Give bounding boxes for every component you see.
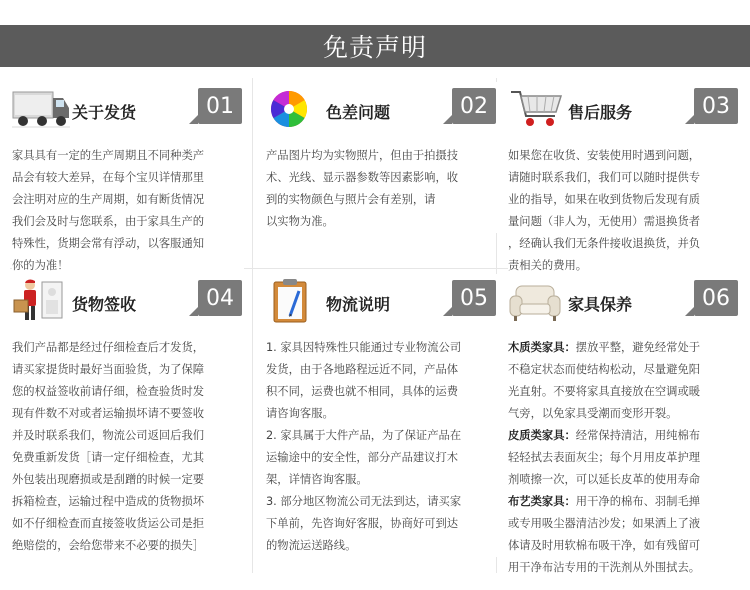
card-body <box>12 337 244 557</box>
card-heading: 关于发货 <box>72 103 137 122</box>
text-line: 不稳定状态而使结构松动，尽量避免阳 <box>508 363 701 376</box>
card-number-badge: 04 <box>198 280 242 316</box>
card-heading: 货物签收 <box>72 295 137 314</box>
text-line: 1. 家具因特殊性只能通过专业物流公司 <box>266 341 462 354</box>
page-title: 免责声明 <box>0 25 750 67</box>
text-line: 光直射。不要将家具直接放在空调或暖 <box>508 385 701 398</box>
text-line: 到的实物颜色与照片会有差别，请 <box>266 193 436 206</box>
section-text: 经常保持清洁，用纯棉布 <box>575 429 701 442</box>
text-line: 3. 部分地区物流公司无法到达，请买家 <box>266 495 462 508</box>
text-line: 如不仔细检查而直接签收货运公司是拒 <box>12 517 205 530</box>
card-body <box>266 337 498 557</box>
clipboard-icon <box>266 278 324 324</box>
delivery-person-icon <box>12 278 70 324</box>
text-line: 2. 家具属于大件产品，为了保证产品在 <box>266 429 462 442</box>
card-logistics <box>266 274 498 557</box>
text-line: 会注明对应的生产周期，如有断货情况 <box>12 193 205 206</box>
text-line: 品会有较大差异，在每个宝贝详情那里 <box>12 171 205 184</box>
text-line: 责相关的费用。 <box>508 259 588 272</box>
text-line: 并及时联系我们，物流公司返回后我们 <box>12 429 205 442</box>
text-line: 外包装出现磨损或是刮蹭的时候一定要 <box>12 473 205 486</box>
section-label-fabric: 布艺类家具： <box>508 495 576 508</box>
text-line: 你的为准！ <box>12 259 69 272</box>
text-line: 现有件数不对或者运输损坏请不要签收 <box>12 407 205 420</box>
text-line: 业的指导，如果在收到货物后发现有质 <box>508 193 701 206</box>
text-line: 下单前，先咨询好客服，协商好可到达 <box>266 517 459 530</box>
card-number-badge: 03 <box>694 88 738 124</box>
card-heading: 家具保养 <box>568 295 633 314</box>
text-line: 产品图片均为实物照片，但由于拍摄技 <box>266 149 459 162</box>
card-after-sales <box>508 82 740 277</box>
card-body <box>508 145 740 277</box>
section-label-leather: 皮质类家具： <box>508 429 576 442</box>
text-line: 架，详情咨询客服。 <box>266 473 368 486</box>
text-line: 免费重新发货［请一定仔细检查，尤其 <box>12 451 205 464</box>
text-line: 如果您在收货、安装使用时遇到问题， <box>508 149 701 162</box>
card-number-badge: 05 <box>452 280 496 316</box>
text-line: 运输途中的安全性，部分产品建议打木 <box>266 451 459 464</box>
card-number-badge: 02 <box>452 88 496 124</box>
text-line: 绝赔偿的，会给您带来不必要的损失］ <box>12 539 205 552</box>
card-heading: 物流说明 <box>326 295 391 314</box>
divider <box>252 78 253 573</box>
card-number-badge: 01 <box>198 88 242 124</box>
text-line: 您的权益签收前请仔细，检查验货时发 <box>12 385 205 398</box>
section-text: 摆放平整，避免经常处于 <box>575 341 701 354</box>
card-body <box>12 145 244 277</box>
text-line: 以实物为准。 <box>266 215 334 228</box>
text-line: 发货，由于各地路程远近不同，产品体 <box>266 363 459 376</box>
text-line: 的物流运送路线。 <box>266 539 357 552</box>
text-line: 气旁，以免家具受潮而变形开裂。 <box>508 407 678 420</box>
text-line: ，经确认我们无条件接收退换货，并负 <box>508 237 701 250</box>
shopping-cart-icon <box>508 86 566 132</box>
section-label-wood: 木质类家具： <box>508 341 576 354</box>
truck-icon <box>12 86 70 132</box>
card-color-difference <box>266 82 498 233</box>
text-line: 轻轻拭去表面灰尘；每个月用皮革护理 <box>508 451 701 464</box>
text-line: 我们产品都是经过仔细检查后才发货， <box>12 341 205 354</box>
text-line: 术、光线、显示器参数等因素影响，收 <box>266 171 459 184</box>
sofa-icon <box>508 278 566 324</box>
text-line: 剂喷擦一次，可以延长皮革的使用寿命 <box>508 473 701 486</box>
text-line: 请买家提货时最好当面验货，为了保障 <box>12 363 205 376</box>
card-receipt <box>12 274 244 557</box>
text-line: 家具具有一定的生产周期且不同种类产 <box>12 149 205 162</box>
card-body <box>266 145 498 233</box>
card-shipping <box>12 82 244 277</box>
text-line: 积不同，运费也就不相同，具体的运费 <box>266 385 459 398</box>
card-heading: 售后服务 <box>568 103 633 122</box>
text-line <box>508 425 740 447</box>
card-furniture-care <box>508 274 740 579</box>
text-line: 体请及时用软棉布吸干净，如有残留可 <box>508 539 701 552</box>
text-line: 或专用吸尘器清洁沙发；如果洒上了液 <box>508 517 701 530</box>
card-number-badge: 06 <box>694 280 738 316</box>
text-line: 请随时联系我们，我们可以随时提供专 <box>508 171 701 184</box>
text-line <box>508 491 740 513</box>
color-wheel-icon <box>266 86 324 132</box>
section-text: 用干净的棉布、羽制毛掸 <box>575 495 701 508</box>
text-line <box>508 337 740 359</box>
text-line: 量问题（非人为，无使用）需退换货者 <box>508 215 701 228</box>
text-line: 请咨询客服。 <box>266 407 334 420</box>
text-line: 用干净布沾专用的干洗剂从外围拭去。 <box>508 561 701 574</box>
text-line: 特殊性，货期会常有浮动，以客服通知 <box>12 237 205 250</box>
card-heading: 色差问题 <box>326 103 391 122</box>
text-line: 拆箱检查，运输过程中造成的货物损坏 <box>12 495 205 508</box>
card-body <box>508 337 740 579</box>
text-line: 我们会及时与您联系，由于家具生产的 <box>12 215 205 228</box>
